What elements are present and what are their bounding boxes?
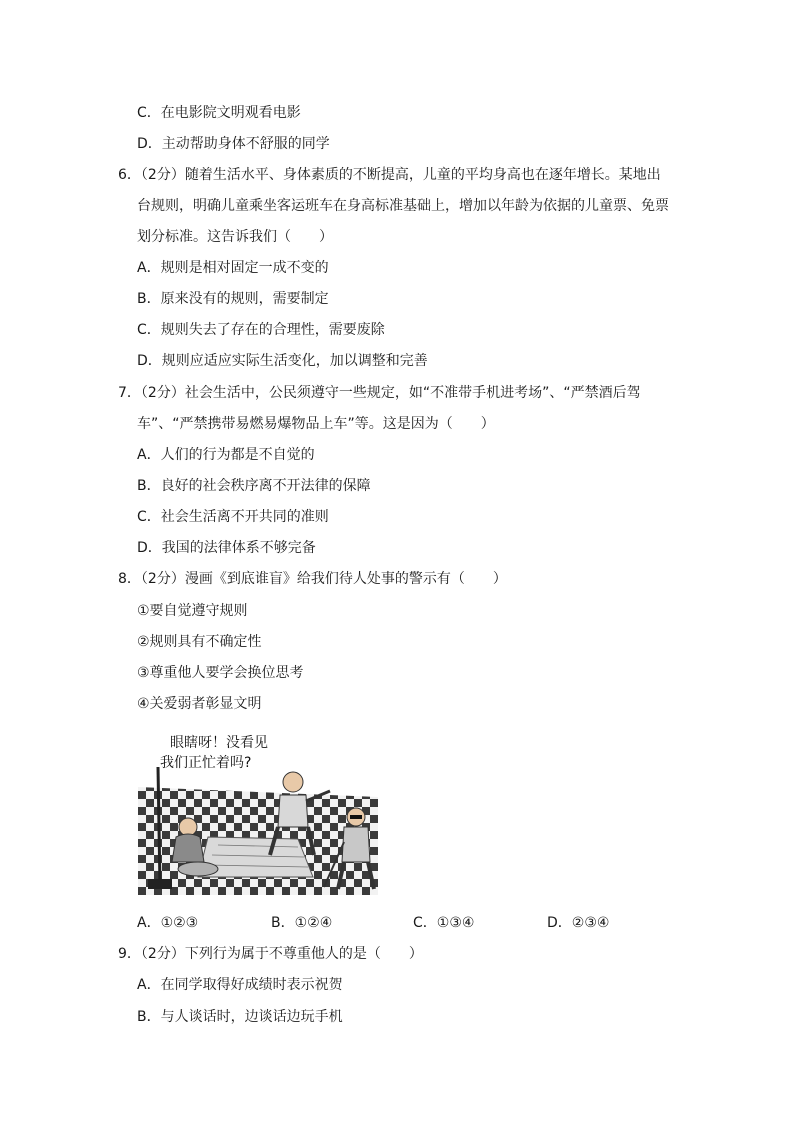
q8-option-d: D．②③④ <box>547 915 610 931</box>
q8-option-c: C．①③④ <box>413 915 475 931</box>
pole <box>158 767 160 887</box>
q9-option-b: B．与人谈话时，边谈话边玩手机 <box>137 1009 343 1025</box>
cartoon-illustration <box>138 727 378 895</box>
q8-item-3: ③尊重他人要学会换位思考 <box>137 665 304 681</box>
cartoon-bubble-line2: 我们正忙着吗? <box>160 755 252 771</box>
q9-option-a: A．在同学取得好成绩时表示祝贺 <box>137 977 343 993</box>
q6-option-a: A．规则是相对固定一成不变的 <box>137 260 329 276</box>
cartoon-bubble-line1: 眼瞎呀！没看见 <box>170 735 268 751</box>
q9-stem: 9．（2分）下列行为属于不尊重他人的是（ ） <box>118 946 423 962</box>
q8-option-b: B．①②④ <box>271 915 333 931</box>
q6-option-b: B．原来没有的规则，需要制定 <box>137 291 329 307</box>
q7-option-c: C．社会生活离不开共同的准则 <box>137 509 329 525</box>
q7-option-a: A．人们的行为都是不自觉的 <box>137 447 315 463</box>
q8-item-2: ②规则具有不确定性 <box>137 634 262 650</box>
q6-option-d: D．规则应适应实际生活变化，加以调整和完善 <box>137 353 428 369</box>
q8-options-row <box>137 913 657 933</box>
q6-option-c: C．规则失去了存在的合理性，需要废除 <box>137 322 385 338</box>
q8-item-1: ①要自觉遵守规则 <box>137 603 248 619</box>
q7-stem-line2: 车”、“严禁携带易燃易爆物品上车”等。这是因为（ ） <box>137 416 495 432</box>
q5-option-c: C．在电影院文明观看电影 <box>137 105 301 121</box>
q8-option-a: A．①②③ <box>137 915 199 931</box>
q8-item-4: ④关爱弱者彰显文明 <box>137 696 262 712</box>
q6-stem-line2: 台规则，明确儿童乘坐客运班车在身高标准基础上，增加以年龄为依据的儿童票、免票 <box>137 198 669 214</box>
q7-option-b: B．良好的社会秩序离不开法律的保障 <box>137 478 371 494</box>
q8-stem: 8．（2分）漫画《到底谁盲》给我们待人处事的警示有（ ） <box>118 571 507 587</box>
q6-stem-line1: 6．（2分）随着生活水平、身体素质的不断提高，儿童的平均身高也在逐年增长。某地出 <box>118 167 661 183</box>
q5-option-d: D．主动帮助身体不舒服的同学 <box>137 136 330 152</box>
q7-stem-line1: 7．（2分）社会生活中，公民须遵守一些规定，如“不准带手机进考场”、“严禁酒后驾 <box>118 385 641 401</box>
q7-option-d: D．我国的法律体系不够完备 <box>137 540 316 556</box>
q6-stem-line3: 划分标准。这告诉我们（ ） <box>137 229 333 245</box>
